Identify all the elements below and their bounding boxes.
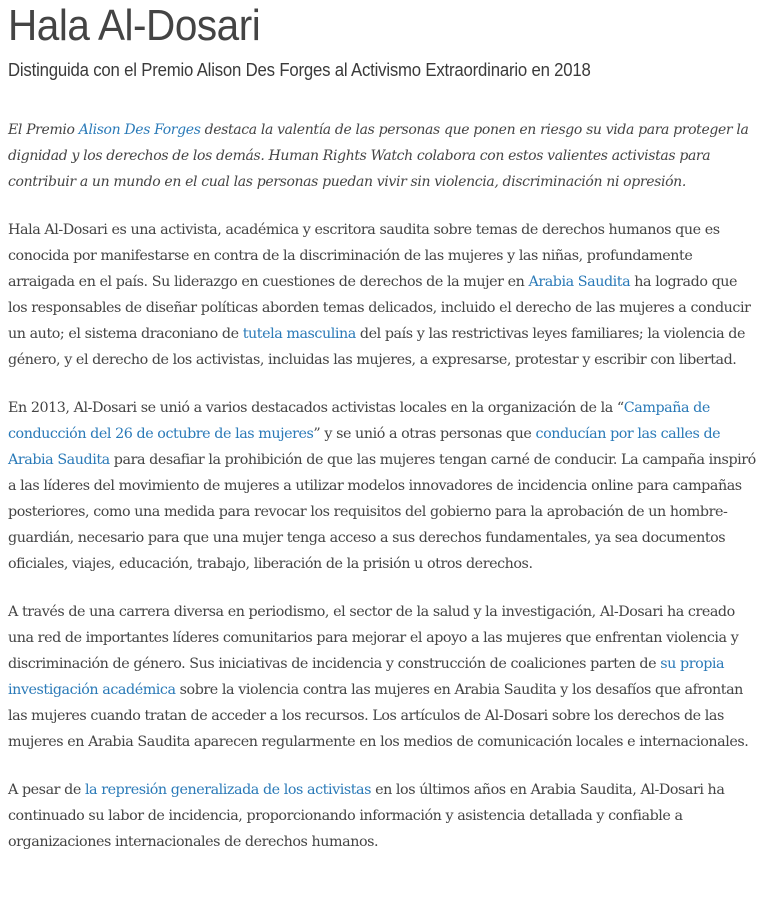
- paragraph-2: [8, 395, 758, 577]
- page-subtitle: Distinguida con el Premio Alison Des Forges al Activismo Extraordinario en 2018: [8, 60, 591, 80]
- intro-text: El Premio: [8, 122, 79, 138]
- paragraph-3: [8, 599, 758, 755]
- paragraph-1: [8, 217, 758, 373]
- link-tutela-masculina[interactable]: tutela masculina: [242, 326, 356, 342]
- award-intro: [8, 117, 758, 195]
- link-investigacion-academica[interactable]: su propia investigación académica: [8, 656, 725, 698]
- link-arabia-saudita[interactable]: Arabia Saudita: [528, 274, 631, 290]
- link-alison-des-forges[interactable]: Alison Des Forges: [78, 122, 201, 138]
- paragraph-text: del país y las restrictivas leyes familiares; la violencia de género, y el derecho de los activistas, incluidas las mujeres, a expresarse, protestar y escribir con libertad.: [8, 326, 745, 368]
- paragraph-text: Hala Al-Dosari es una activista, académica y escritora saudita sobre temas de derechos humanos que es conocida por manifestarse en contra de la discriminación de las mujeres y las niñas, profundamente arraigada en el país. Su liderazgo en cuestiones de derechos de la mujer en: [8, 222, 720, 290]
- link-conducian-calles[interactable]: conducían por las calles de Arabia Saudita: [8, 426, 721, 468]
- link-campana-conduccion[interactable]: Campaña de conducción del 26 de octubre de las mujeres: [8, 400, 710, 442]
- paragraph-text: En 2013, Al-Dosari se unió a varios destacados activistas locales en la organización de la “: [8, 400, 624, 416]
- paragraph-text: A pesar de: [8, 782, 85, 798]
- paragraph-text: ” y se unió a otras personas que: [313, 426, 536, 442]
- paragraph-4: [8, 777, 758, 855]
- paragraph-text: ha logrado que los responsables de diseñar políticas aborden temas delicados, incluido el derecho de las mujeres a conducir un auto; el sistema draconiano de: [8, 274, 751, 342]
- link-represion-activistas[interactable]: la represión generalizada de los activistas: [84, 782, 371, 798]
- paragraph-text: A través de una carrera diversa en periodismo, el sector de la salud y la investigación, Al-Dosari ha creado una red de importantes líderes comunitarios para mejorar el apoyo a las mujeres que enfrentan violencia y discriminación de género. Sus iniciativas de incidencia y construcción de coaliciones parten de: [8, 604, 739, 672]
- paragraph-text: para desafiar la prohibición de que las mujeres tengan carné de conducir. La campaña inspiró a las líderes del movimiento de mujeres a utilizar modelos innovadores de incidencia online para campañas posteriores, como una medida para revocar los requisitos del gobierno para la aprobación de un hombre-guardián, necesario para que una mujer tenga acceso a sus derechos fundamentales, ya sea documentos oficiales, viajes, educación, trabajo, liberación de la prisión u otros derechos.: [8, 452, 756, 572]
- paragraph-text: sobre la violencia contra las mujeres en Arabia Saudita y los desafíos que afrontan las mujeres cuando tratan de acceder a los recursos. Los artículos de Al-Dosari sobre los derechos de las mujeres en Arabia Saudita aparecen regularmente en los medios de comunicación locales e internacionales.: [8, 682, 749, 750]
- page-title: Hala Al-Dosari: [8, 1, 261, 50]
- intro-text: destaca la valentía de las personas que ponen en riesgo su vida para proteger la dignidad y los derechos de los demás. Human Rights Watch colabora con estos valientes activistas para contribuir a un mundo en el cual las personas puedan vivir sin violencia, discriminación ni opresión.: [8, 122, 749, 190]
- paragraph-text: en los últimos años en Arabia Saudita, Al-Dosari ha continuado su labor de incidencia, proporcionando información y asistencia detallada y confiable a organizaciones internacionales de derechos humanos.: [8, 782, 725, 850]
